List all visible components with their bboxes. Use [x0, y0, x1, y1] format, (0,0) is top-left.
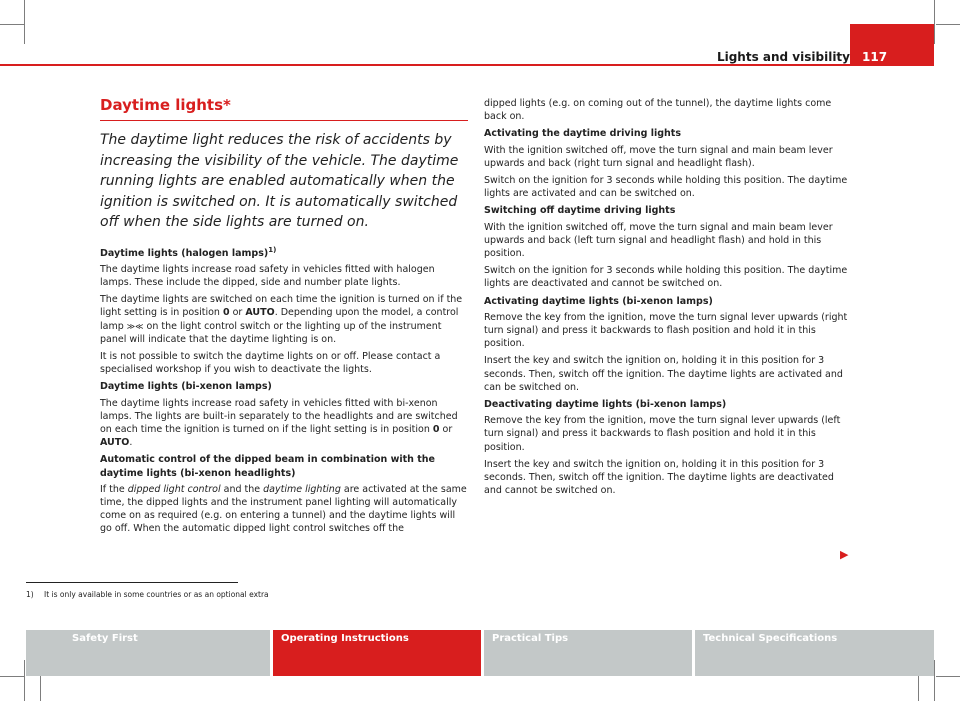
page-title: Daytime lights* [100, 96, 231, 114]
paragraph: Remove the key from the ignition, move the turn signal lever upwards (right turn signal) and press it backwards to flash position and hold it in this position. [484, 311, 848, 350]
footer-tab-practical-tips[interactable]: Practical Tips [484, 630, 692, 676]
paragraph: With the ignition switched off, move the turn signal and main beam lever upwards and back (left turn signal and headlight flash) and hold in this position. [484, 221, 833, 260]
crop-mark [24, 0, 25, 44]
crop-mark [0, 24, 24, 25]
paragraph: dipped lights (e.g. on coming out of the tunnel), the daytime lights come back on. [484, 98, 832, 123]
setting-zero: 0 [222, 307, 230, 319]
crop-mark [918, 676, 919, 701]
setting-auto: AUTO [100, 437, 130, 449]
continue-arrow-icon[interactable]: ▶ [840, 548, 849, 561]
footnote-rule [26, 582, 238, 583]
heading-activate: Activating the daytime driving lights [484, 128, 681, 140]
footnote [26, 590, 269, 599]
page-number: 117 [862, 50, 888, 64]
title-rule [100, 120, 468, 121]
paragraph: Remove the key from the ignition, move the turn signal lever upwards (left turn signal) and press it backwards to flash position and hold it in this position. [484, 415, 841, 453]
heading-switch-off: Switching off daytime driving lights [484, 205, 676, 217]
paragraph: The daytime lights increase road safety in vehicles fitted with halogen lamps. These include the dipped, side and number plate lights. [100, 263, 435, 288]
right-column [484, 97, 854, 501]
crop-mark [934, 660, 935, 701]
heading-bixenon: Daytime lights (bi-xenon lamps) [100, 381, 272, 393]
paragraph: The daytime lights increase road safety in vehicles fitted with bi-xenon lamps. The lights are built-in separately to the headlights and are switched on each time the ignition is turned on if the light setting is in position 0 or AUTO. [100, 397, 458, 449]
crop-mark [40, 676, 41, 701]
heading-halogen: Daytime lights (halogen lamps)$^{1)}$ [100, 245, 277, 259]
crop-mark [936, 24, 960, 25]
footnote-text: It is only available in some countries or as an optional extra [44, 590, 269, 599]
footnote-mark: 1) [26, 590, 34, 599]
intro-paragraph: The daytime light reduces the risk of accidents by increasing the visibility of the vehicle. The daytime running lights are enabled automatically when the ignition is switched on. It is automatically switched off when the side lights are turned on. [100, 132, 459, 230]
paragraph: Switch on the ignition for 3 seconds while holding this position. The daytime lights are activated and can be switched on. [484, 175, 848, 200]
daytime-lamp-icon: ≫≪ [126, 321, 144, 331]
paragraph: Insert the key and switch the ignition on, holding it in this position for 3 seconds. Then, switch off the ignition. The daytime lights are activated and can be switched on. [484, 355, 843, 393]
setting-auto: AUTO [245, 307, 275, 319]
footnote-reference[interactable]: 1) [268, 245, 277, 254]
heading-activate-bixenon: Activating daytime lights (bi-xenon lamps) [484, 295, 713, 307]
footer-tab-technical-specifications[interactable]: Technical Specifications [695, 630, 934, 676]
paragraph: If the dipped light control and the daytime lighting are activated at the same time, the dipped lights and the instrument panel lighting will automatically come on as required (e.g. on entering a tunnel) and the daytime lights will go off. When the automatic dipped light control switches off the [100, 483, 467, 535]
paragraph: It is not possible to switch the daytime lights on or off. Please contact a specialised workshop if you wish to deactivate the lights. [100, 350, 441, 376]
crop-mark [934, 0, 935, 44]
header-rule [0, 64, 934, 66]
crop-mark [0, 676, 24, 677]
footer-tab-safety-first[interactable]: Safety First [26, 630, 270, 676]
crop-mark [24, 660, 25, 701]
heading-auto-control: Automatic control of the dipped beam in combination with the daytime lights (bi-xenon headlights) [100, 454, 435, 479]
paragraph: Switch on the ignition for 3 seconds while holding this position. The daytime lights are deactivated and cannot be switched on. [484, 265, 848, 290]
setting-zero: 0 [432, 423, 440, 435]
section-title: Lights and visibility [716, 50, 850, 64]
crop-mark [936, 676, 960, 677]
paragraph: With the ignition switched off, move the turn signal and main beam lever upwards and back (right turn signal and headlight flash). [484, 144, 833, 169]
left-column [100, 96, 468, 540]
heading-deactivate-bixenon: Deactivating daytime lights (bi-xenon lamps) [484, 399, 727, 411]
paragraph: Insert the key and switch the ignition on, holding it in this position for 3 seconds. Then, switch off the ignition. The daytime lights are deactivated and cannot be switched on. [484, 458, 834, 497]
footer-tab-operating-instructions[interactable]: Operating Instructions [273, 630, 481, 676]
paragraph: The daytime lights are switched on each time the ignition is turned on if the light setting is in position 0 or AUTO. Depending upon the model, a control lamp ≫≪ on the light control switch or the lighting up of the instrument panel will indicate that the daytime lighting is on. [100, 294, 463, 345]
